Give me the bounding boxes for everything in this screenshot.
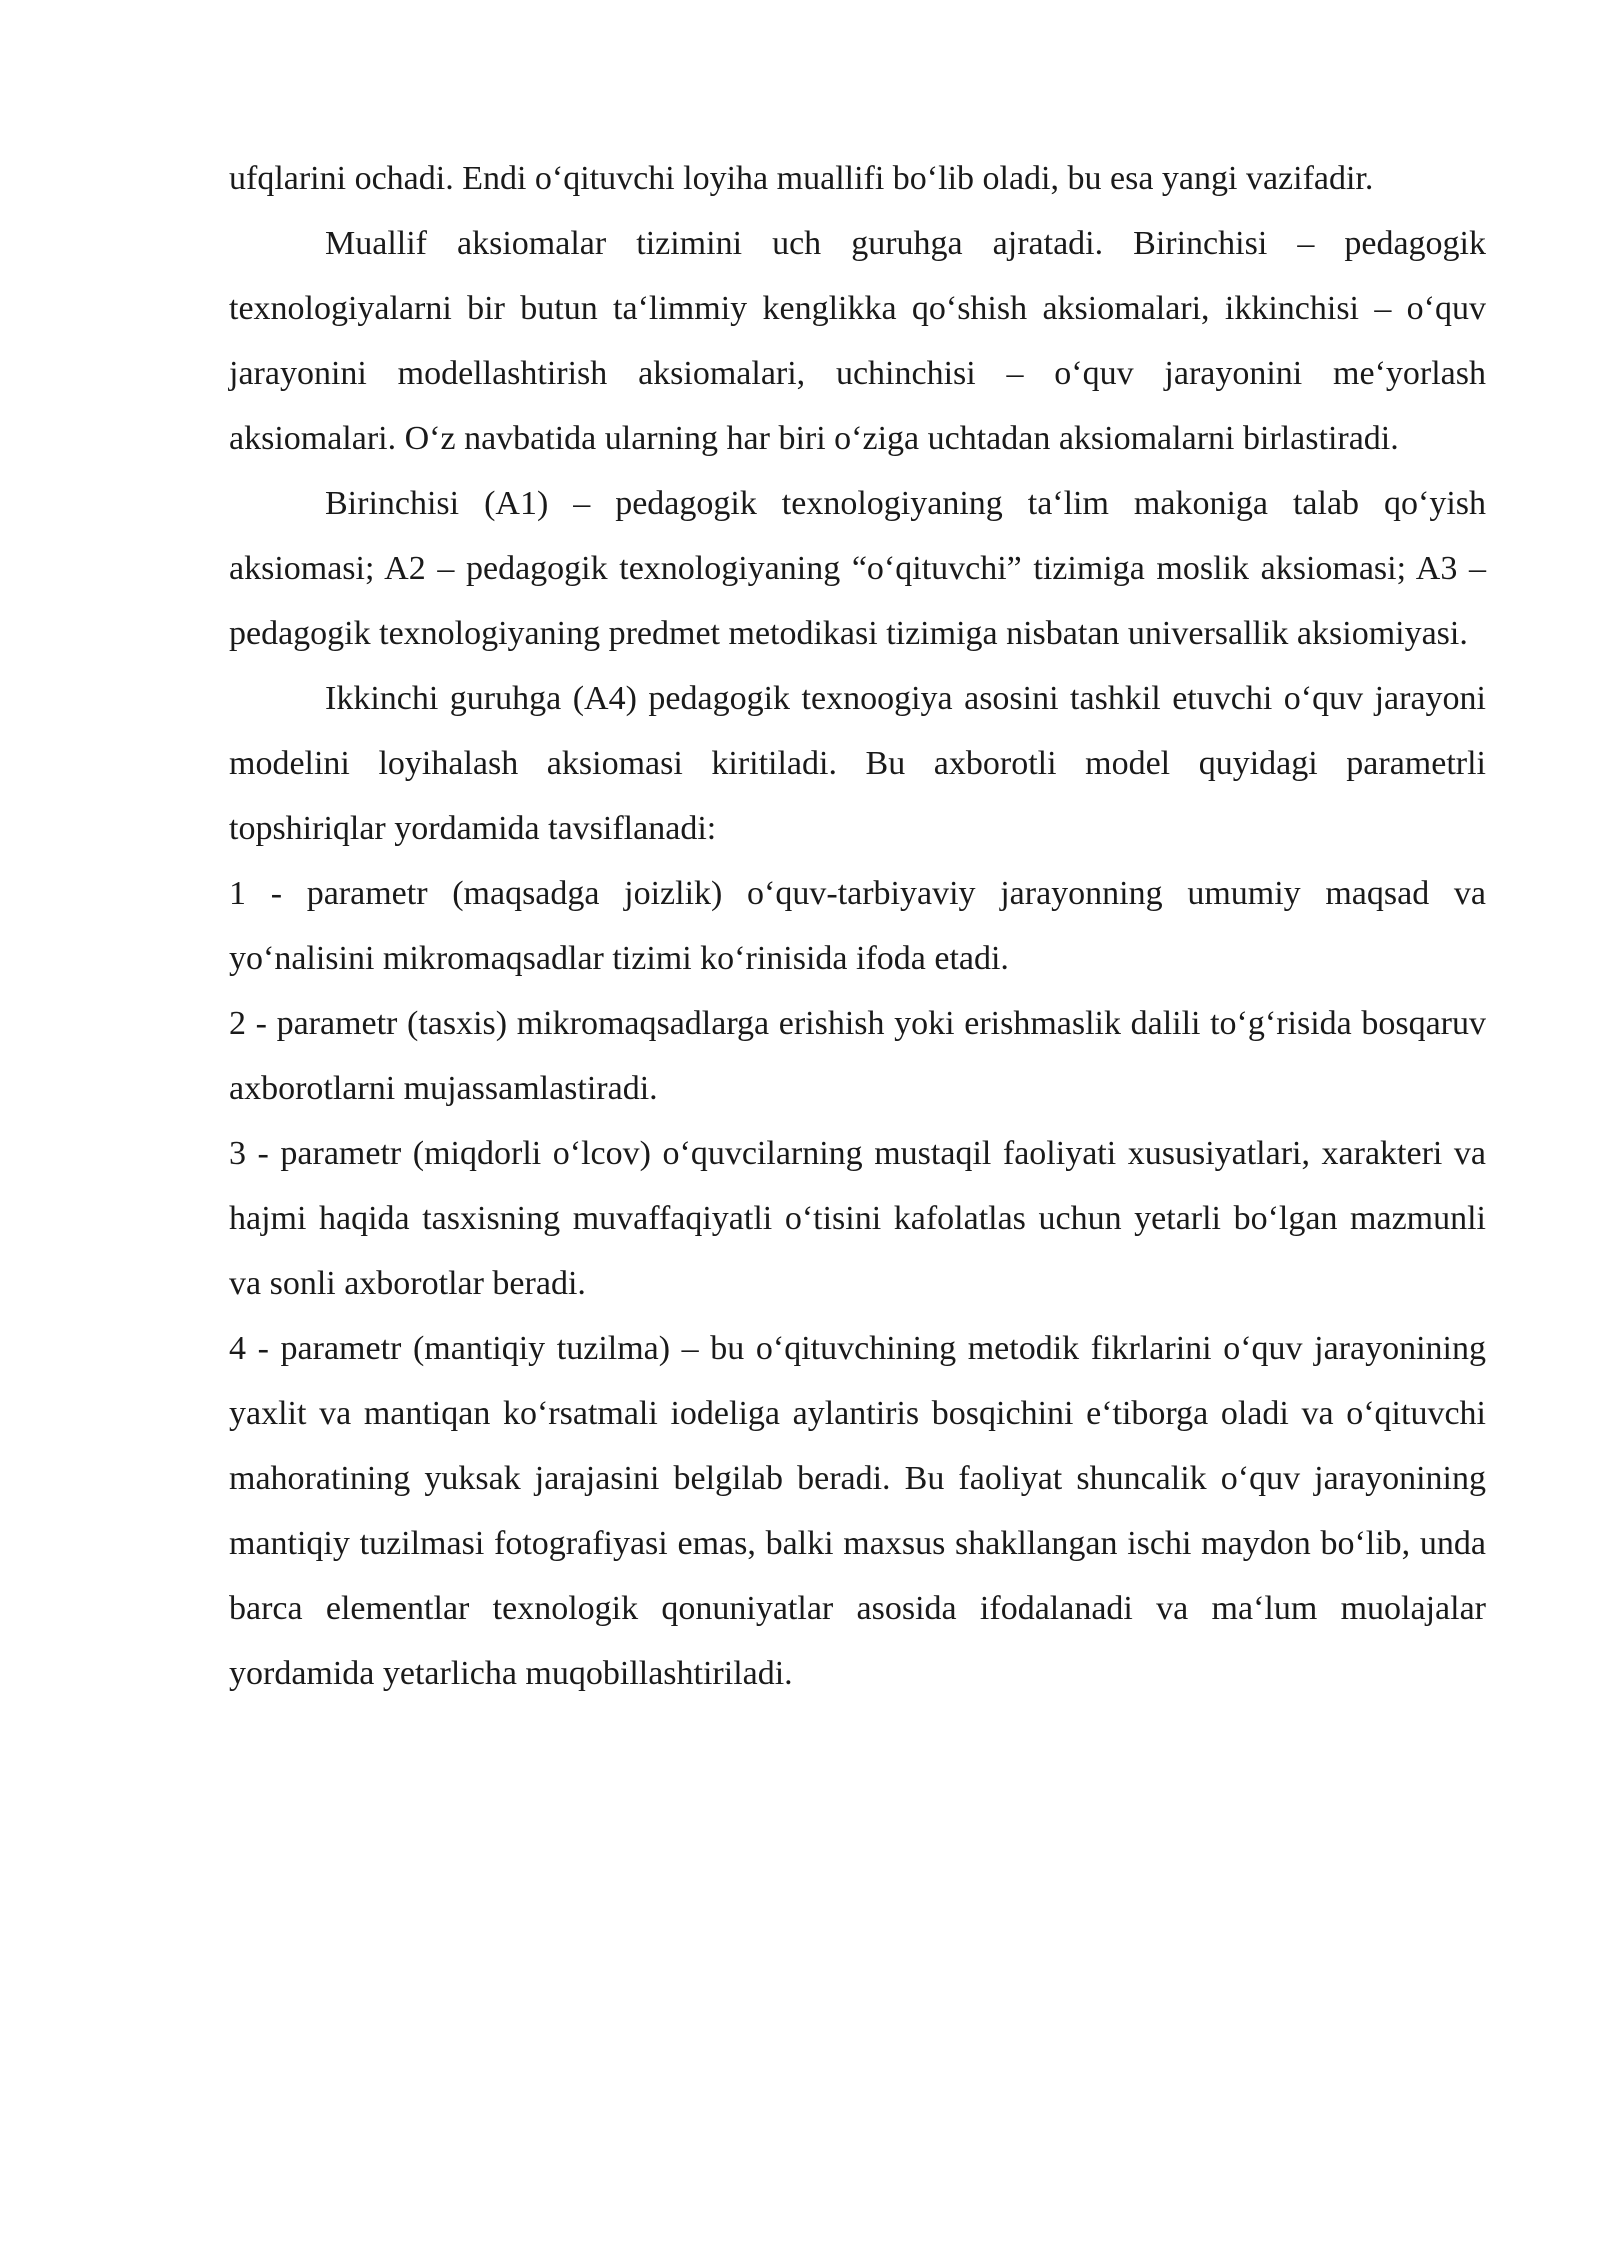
paragraph-2: Muallif aksiomalar tizimini uch guruhga ajratadi. Birinchisi – pedagogik texnologiyalarni bir butun ta‘limmiy kenglikka qo‘shish aksiomalari, ikkinchisi – o‘quv jarayonini modellashtirish aksiomalari, uchinchisi – o‘quv jarayonini me‘yorlash aksiomalari. O‘z navbatida ularning har biri o‘ziga uchtadan aksiomalarni birlastiradi. [229, 225, 1486, 457]
parameter-4-paragraph: 4 - parametr (mantiqiy tuzilma) – bu o‘qituvchining metodik fikrlarini o‘quv jarayonining yaxlit va mantiqan ko‘rsatmali iodeliga aylantiris bosqichini e‘tiborga oladi va o‘qituvchi mahoratining yuksak jarajasini belgilab beradi. Bu faoliyat shuncalik o‘quv jarayonining mantiqiy tuzilmasi fotografiyasi emas, balki maxsus shakllangan ischi maydon bo‘lib, unda barca elementlar texnologik qonuniyatlar asosida ifodalanadi va ma‘lum muolajalar yordamida yetarlicha muqobillashtiriladi. [229, 1330, 1486, 1692]
paragraph-4: Ikkinchi guruhga (A4) pedagogik texnoogiya asosini tashkil etuvchi o‘quv jarayoni modelini loyihalash aksiomasi kiritiladi. Bu axborotli model quyidagi parametrli topshiriqlar yordamida tavsiflanadi: [229, 680, 1486, 847]
parameter-2-paragraph: 2 - parametr (tasxis) mikromaqsadlarga erishish yoki erishmaslik dalili to‘g‘risida bosqaruv axborotlarni mujassamlastiradi. [229, 1005, 1486, 1107]
parameter-3-paragraph: 3 - parametr (miqdorli o‘lcov) o‘quvcilarning mustaqil faoliyati xususiyatlari, xarakteri va hajmi haqida tasxisning muvaffaqiyatli o‘tisini kafolatlas uchun yetarli bo‘lgan mazmunli va sonli axborotlar beradi. [229, 1135, 1486, 1302]
paragraph-3: Birinchisi (A1) – pedagogik texnologiyaning ta‘lim makoniga talab qo‘yish aksiomasi; A2 – pedagogik texnologiyaning “o‘qituvchi” tizimiga moslik aksiomasi; A3 – pedagogik texnologiyaning predmet metodikasi tizimiga nisbatan universallik aksiomiyasi. [229, 485, 1486, 652]
document-body [229, 146, 1486, 1706]
parameter-1-paragraph: 1 - parametr (maqsadga joizlik) o‘quv-tarbiyaviy jarayonning umumiy maqsad va yo‘nalisini mikromaqsadlar tizimi ko‘rinisida ifoda etadi. [229, 875, 1486, 977]
paragraph-1: ufqlarini ochadi. Endi o‘qituvchi loyiha muallifi bo‘lib oladi, bu esa yangi vazifadir. [229, 160, 1374, 197]
